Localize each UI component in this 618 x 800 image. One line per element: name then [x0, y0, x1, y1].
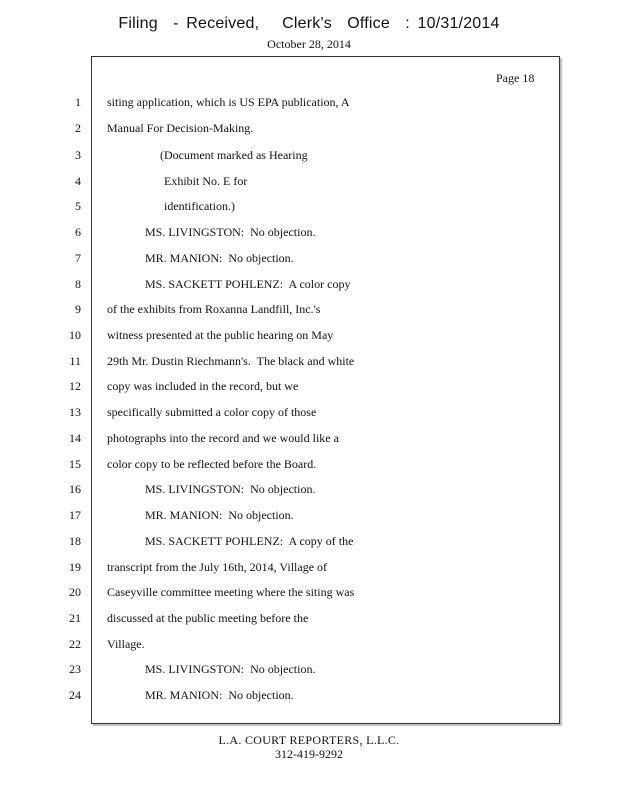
line-number: 24 — [69, 688, 81, 702]
line-text: witness presented at the public hearing on May — [107, 328, 334, 342]
line-number: 4 — [75, 174, 81, 188]
line-text: (Document marked as Hearing — [160, 148, 308, 162]
line-text: identification.) — [164, 199, 235, 213]
line-text: color copy to be reflected before the Board. — [107, 457, 317, 471]
transcript-line — [0, 251, 560, 269]
transcript-line — [0, 95, 560, 113]
line-number: 22 — [69, 637, 81, 651]
line-text: Exhibit No. E for — [164, 174, 248, 188]
transcript-line — [0, 534, 560, 552]
line-text: Manual For Decision-Making. — [107, 121, 254, 135]
transcript-line — [0, 328, 560, 346]
line-text: copy was included in the record, but we — [107, 379, 299, 393]
transcript-line — [0, 637, 560, 655]
line-text: MR. MANION: No objection. — [145, 508, 294, 522]
line-text: Village. — [107, 637, 145, 651]
line-number: 3 — [75, 148, 81, 162]
line-number: 21 — [69, 611, 81, 625]
transcript-line — [0, 354, 560, 372]
transcript-line — [0, 174, 560, 192]
line-text: 29th Mr. Dustin Riechmann's. The black and white — [107, 354, 355, 368]
line-text: MS. LIVINGSTON: No objection. — [145, 482, 316, 496]
line-number: 10 — [69, 328, 81, 342]
line-number: 16 — [69, 482, 81, 496]
line-text: discussed at the public meeting before the — [107, 611, 309, 625]
transcript-line — [0, 585, 560, 603]
line-number: 6 — [75, 225, 81, 239]
line-number: 17 — [69, 508, 81, 522]
transcript-line — [0, 199, 560, 217]
line-text: MS. LIVINGSTON: No objection. — [145, 225, 316, 239]
transcript-line — [0, 662, 560, 680]
line-text: Caseyville committee meeting where the siting was — [107, 585, 355, 599]
line-number: 1 — [75, 95, 81, 109]
line-number: 18 — [69, 534, 81, 548]
transcript-line — [0, 508, 560, 526]
line-text: photographs into the record and we would like a — [107, 431, 339, 445]
line-number: 9 — [75, 302, 81, 316]
hearing-date: October 28, 2014 — [267, 37, 351, 51]
line-text: of the exhibits from Roxanna Landfill, Inc.'s — [107, 302, 321, 316]
line-number: 8 — [75, 277, 81, 291]
transcript-line — [0, 302, 560, 320]
line-number: 14 — [69, 431, 81, 445]
line-number: 12 — [69, 379, 81, 393]
footer-phone: 312-419-9292 — [275, 747, 343, 761]
line-text: MS. SACKETT POHLENZ: A copy of the — [145, 534, 354, 548]
line-number: 2 — [75, 121, 81, 135]
transcript-line — [0, 688, 560, 706]
line-number: 19 — [69, 560, 81, 574]
line-text: MR. MANION: No objection. — [145, 251, 294, 265]
line-number: 13 — [69, 405, 81, 419]
line-text: MS. SACKETT POHLENZ: A color copy — [145, 277, 351, 291]
transcript-line — [0, 277, 560, 295]
line-number: 20 — [69, 585, 81, 599]
line-text: MR. MANION: No objection. — [145, 688, 294, 702]
transcript-line — [0, 457, 560, 475]
footer-company: L.A. COURT REPORTERS, L.L.C. — [218, 733, 400, 747]
transcript-line — [0, 225, 560, 243]
line-number: 15 — [69, 457, 81, 471]
filing-stamp: Filing - Received, Clerk's Office : 10/31/2014 — [118, 15, 500, 32]
transcript-line — [0, 431, 560, 449]
line-number: 23 — [69, 662, 81, 676]
line-number: 7 — [75, 251, 81, 265]
page-number: Page 18 — [496, 71, 535, 85]
transcript-line — [0, 121, 560, 139]
line-text: specifically submitted a color copy of those — [107, 405, 317, 419]
transcript-line — [0, 148, 560, 166]
line-text: transcript from the July 16th, 2014, Village of — [107, 560, 328, 574]
transcript-line — [0, 560, 560, 578]
transcript-line — [0, 482, 560, 500]
line-text: siting application, which is US EPA publication, A — [107, 95, 350, 109]
line-number: 11 — [69, 354, 81, 368]
line-text: MS. LIVINGSTON: No objection. — [145, 662, 316, 676]
transcript-line — [0, 405, 560, 423]
line-number: 5 — [75, 199, 81, 213]
transcript-line — [0, 379, 560, 397]
transcript-line — [0, 611, 560, 629]
